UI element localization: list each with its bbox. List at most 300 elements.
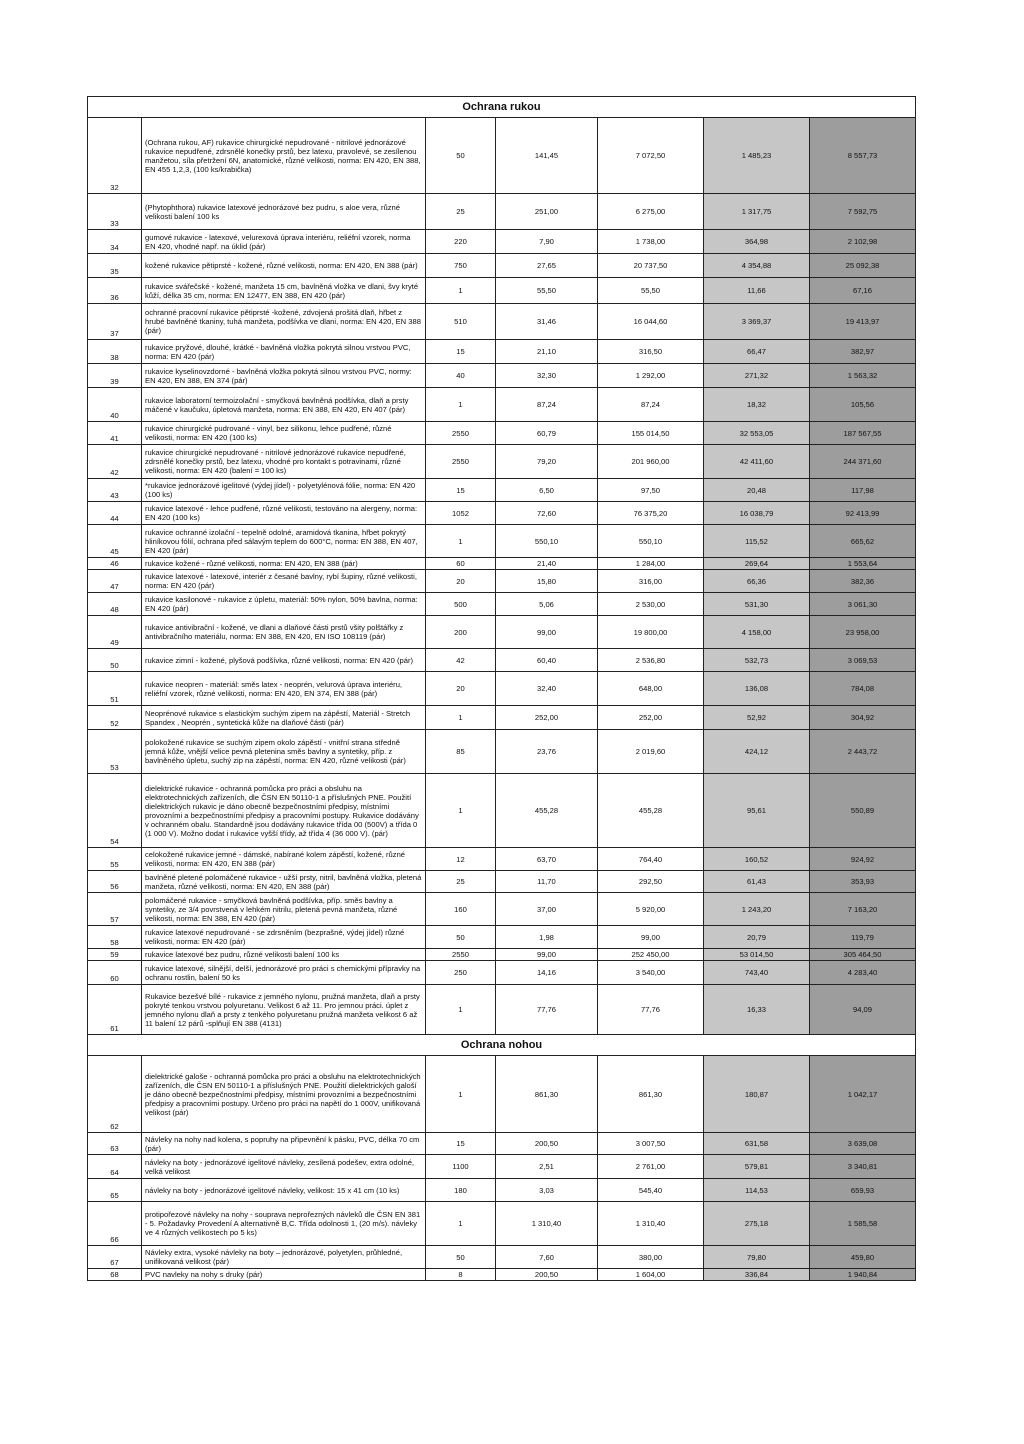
unit-price: 14,16 bbox=[496, 961, 598, 985]
item-quantity: 2550 bbox=[426, 422, 496, 445]
item-number: 57 bbox=[88, 893, 142, 926]
total-price: 99,00 bbox=[598, 926, 704, 949]
vat-amount: 1 485,23 bbox=[704, 118, 810, 194]
section-title: Ochrana rukou bbox=[88, 97, 916, 118]
vat-amount: 4 158,00 bbox=[704, 616, 810, 649]
item-number: 32 bbox=[88, 118, 142, 194]
gross-price: 1 563,32 bbox=[810, 364, 916, 388]
item-number: 47 bbox=[88, 570, 142, 593]
section-title: Ochrana nohou bbox=[88, 1035, 916, 1056]
unit-price: 455,28 bbox=[496, 774, 598, 848]
unit-price: 60,40 bbox=[496, 649, 598, 672]
item-quantity: 1052 bbox=[426, 502, 496, 525]
unit-price: 550,10 bbox=[496, 525, 598, 558]
total-price: 16 044,60 bbox=[598, 304, 704, 340]
item-number: 41 bbox=[88, 422, 142, 445]
gross-price: 1 553,64 bbox=[810, 558, 916, 570]
item-number: 60 bbox=[88, 961, 142, 985]
item-quantity: 25 bbox=[426, 194, 496, 230]
item-description: PVC navleky na nohy s druky (pár) bbox=[142, 1269, 426, 1281]
price-table bbox=[87, 96, 916, 1281]
item-number: 36 bbox=[88, 278, 142, 304]
item-quantity: 1 bbox=[426, 1202, 496, 1246]
vat-amount: 115,52 bbox=[704, 525, 810, 558]
item-quantity: 20 bbox=[426, 570, 496, 593]
item-quantity: 1 bbox=[426, 985, 496, 1035]
total-price: 77,76 bbox=[598, 985, 704, 1035]
item-quantity: 20 bbox=[426, 672, 496, 706]
gross-price: 665,62 bbox=[810, 525, 916, 558]
table-row bbox=[88, 893, 916, 926]
table-row bbox=[88, 848, 916, 871]
total-price: 201 960,00 bbox=[598, 445, 704, 479]
item-quantity: 15 bbox=[426, 1133, 496, 1155]
unit-price: 861,30 bbox=[496, 1056, 598, 1133]
total-price: 76 375,20 bbox=[598, 502, 704, 525]
unit-price: 27,65 bbox=[496, 254, 598, 278]
table-row bbox=[88, 672, 916, 706]
item-description: rukavice neopren - materiál: směs latex - neoprén, velurová úprava interiéru, reliéfní vzorek, různé velikosti, norma: EN 420, EN 374, EN 388 (pár) bbox=[142, 672, 426, 706]
item-quantity: 1 bbox=[426, 706, 496, 730]
gross-price: 382,97 bbox=[810, 340, 916, 364]
item-number: 37 bbox=[88, 304, 142, 340]
vat-amount: 531,30 bbox=[704, 593, 810, 616]
item-description: ochranné pracovní rukavice pětiprsté -kožené, zdvojená prošitá dlaň, hřbet z hrubé bavlněné tkaniny, tuhá manžeta, podšívka ve dlani, norma: EN 420, EN 388 (pár) bbox=[142, 304, 426, 340]
table-row bbox=[88, 1246, 916, 1269]
table-row bbox=[88, 871, 916, 893]
item-quantity: 220 bbox=[426, 230, 496, 254]
table-row bbox=[88, 558, 916, 570]
item-description: rukavice pryžové, dlouhé, krátké - bavlněná vložka pokrytá silnou vrstvou PVC, norma: EN 420 (pár) bbox=[142, 340, 426, 364]
gross-price: 4 283,40 bbox=[810, 961, 916, 985]
gross-price: 244 371,60 bbox=[810, 445, 916, 479]
total-price: 20 737,50 bbox=[598, 254, 704, 278]
total-price: 2 019,60 bbox=[598, 730, 704, 774]
unit-price: 60,79 bbox=[496, 422, 598, 445]
gross-price: 2 443,72 bbox=[810, 730, 916, 774]
table-row bbox=[88, 278, 916, 304]
table-row bbox=[88, 254, 916, 278]
item-number: 62 bbox=[88, 1056, 142, 1133]
gross-price: 105,56 bbox=[810, 388, 916, 422]
vat-amount: 66,47 bbox=[704, 340, 810, 364]
gross-price: 67,16 bbox=[810, 278, 916, 304]
item-description: rukavice kyselinovzdorné - bavlněná vložka pokrytá silnou vrstvou PVC, normy: EN 420, EN 388, EN 374 (pár) bbox=[142, 364, 426, 388]
total-price: 550,10 bbox=[598, 525, 704, 558]
table-row bbox=[88, 1155, 916, 1179]
item-description: rukavice zimní - kožené, plyšová podšívka, různé velikosti, norma: EN 420 (pár) bbox=[142, 649, 426, 672]
item-quantity: 2550 bbox=[426, 949, 496, 961]
table-row bbox=[88, 230, 916, 254]
unit-price: 251,00 bbox=[496, 194, 598, 230]
table-row bbox=[88, 649, 916, 672]
item-description: (Ochrana rukou, AF) rukavice chirurgické nepudrované - nitrilové jednorázové rukavice nepudřené, zdrsnělé konečky prstů, bez latexu, pravolevé, se zesílenou manžetou, síla přetržení 6N, anatomické, různé velikosti, norma: EN 420, EN 388, EN 455 1,2,3, (100 ks/krabička) bbox=[142, 118, 426, 194]
item-description: rukavice svářečské - kožené, manžeta 15 cm, bavlněná vložka ve dlani, švy kryté kůží, délka 35 cm, norma: EN 12477, EN 388, EN 420 (pár) bbox=[142, 278, 426, 304]
gross-price: 3 069,53 bbox=[810, 649, 916, 672]
item-quantity: 8 bbox=[426, 1269, 496, 1281]
item-quantity: 60 bbox=[426, 558, 496, 570]
unit-price: 7,60 bbox=[496, 1246, 598, 1269]
table-row bbox=[88, 479, 916, 502]
table-row bbox=[88, 774, 916, 848]
total-price: 3 007,50 bbox=[598, 1133, 704, 1155]
vat-amount: 95,61 bbox=[704, 774, 810, 848]
section-header bbox=[88, 1035, 916, 1056]
gross-price: 550,89 bbox=[810, 774, 916, 848]
item-number: 66 bbox=[88, 1202, 142, 1246]
gross-price: 784,08 bbox=[810, 672, 916, 706]
unit-price: 11,70 bbox=[496, 871, 598, 893]
total-price: 7 072,50 bbox=[598, 118, 704, 194]
item-description: polokožené rukavice se suchým zipem okolo zápěstí - vnitřní strana středně jemná kůže, vnější velice pevná pletenina směs bavlny a syntetiky, příp. z bavlněného úpletu, suchý zip na zápěstí, norma: EN 420, různé velikosti (pár) bbox=[142, 730, 426, 774]
total-price: 5 920,00 bbox=[598, 893, 704, 926]
total-price: 252,00 bbox=[598, 706, 704, 730]
item-description: rukavice laboratorní termoizolační - smyčková bavlněná podšívka, dlaň a prsty máčené v kaučuku, úpletová manžeta, norma: EN 388, EN 420, EN 407 (pár) bbox=[142, 388, 426, 422]
item-description: návleky na boty - jednorázové igelitové návleky, velikost: 15 x 41 cm (10 ks) bbox=[142, 1179, 426, 1202]
item-description: dielektrické galoše - ochranná pomůcka pro práci a obsluhu na elektrotechnických zařízeních, dle ČSN EN 50110-1 a příslušných PNE. Použití dielektrických galoší je dáno obecně bezpečnostními předpisy, místními provozními a bezpečnostními předpisy a pracovními postupy. Určeno pro práci na napětí do 1 000V, unifikovaná velikost (pár) bbox=[142, 1056, 426, 1133]
vat-amount: 1 243,20 bbox=[704, 893, 810, 926]
vat-amount: 20,48 bbox=[704, 479, 810, 502]
vat-amount: 1 317,75 bbox=[704, 194, 810, 230]
total-price: 316,00 bbox=[598, 570, 704, 593]
vat-amount: 11,66 bbox=[704, 278, 810, 304]
table-row bbox=[88, 525, 916, 558]
table-row bbox=[88, 949, 916, 961]
total-price: 648,00 bbox=[598, 672, 704, 706]
unit-price: 63,70 bbox=[496, 848, 598, 871]
table-row bbox=[88, 1133, 916, 1155]
item-description: rukavice latexové nepudrované - se zdrsněním (bezprašné, výdej jídel) různé velikosti, norma: EN 420 (pár) bbox=[142, 926, 426, 949]
item-quantity: 1 bbox=[426, 525, 496, 558]
item-number: 63 bbox=[88, 1133, 142, 1155]
unit-price: 200,50 bbox=[496, 1133, 598, 1155]
unit-price: 32,30 bbox=[496, 364, 598, 388]
gross-price: 2 102,98 bbox=[810, 230, 916, 254]
item-number: 54 bbox=[88, 774, 142, 848]
unit-price: 31,46 bbox=[496, 304, 598, 340]
table-row bbox=[88, 1269, 916, 1281]
table-row bbox=[88, 118, 916, 194]
gross-price: 25 092,38 bbox=[810, 254, 916, 278]
table-row bbox=[88, 706, 916, 730]
item-quantity: 25 bbox=[426, 871, 496, 893]
unit-price: 1 310,40 bbox=[496, 1202, 598, 1246]
item-number: 59 bbox=[88, 949, 142, 961]
total-price: 1 738,00 bbox=[598, 230, 704, 254]
item-quantity: 250 bbox=[426, 961, 496, 985]
vat-amount: 532,73 bbox=[704, 649, 810, 672]
gross-price: 92 413,99 bbox=[810, 502, 916, 525]
item-number: 45 bbox=[88, 525, 142, 558]
item-quantity: 180 bbox=[426, 1179, 496, 1202]
item-quantity: 85 bbox=[426, 730, 496, 774]
gross-price: 1 042,17 bbox=[810, 1056, 916, 1133]
item-description: polomáčené rukavice - smyčková bavlněná podšívka, příp. směs bavlny a syntetiky, ze 3/4 povrstvená v lehkém nitrilu, pletená pevná manžeta, různé velikosti, norma: EN 388, EN 420 (pár) bbox=[142, 893, 426, 926]
vat-amount: 114,53 bbox=[704, 1179, 810, 1202]
total-price: 316,50 bbox=[598, 340, 704, 364]
total-price: 2 530,00 bbox=[598, 593, 704, 616]
unit-price: 15,80 bbox=[496, 570, 598, 593]
item-description: rukavice antivibrační - kožené, ve dlani a dlaňové části prstů všity polštářky z antivibračního materiálu, norma: EN 388, EN 420, EN ISO 108119 (pár) bbox=[142, 616, 426, 649]
unit-price: 79,20 bbox=[496, 445, 598, 479]
gross-price: 3 061,30 bbox=[810, 593, 916, 616]
total-price: 2 761,00 bbox=[598, 1155, 704, 1179]
table-row bbox=[88, 502, 916, 525]
total-price: 292,50 bbox=[598, 871, 704, 893]
total-price: 1 604,00 bbox=[598, 1269, 704, 1281]
unit-price: 32,40 bbox=[496, 672, 598, 706]
total-price: 861,30 bbox=[598, 1056, 704, 1133]
item-description: dielektrické rukavice - ochranná pomůcka pro práci a obsluhu na elektrotechnických zařízeních, dle ČSN EN 50110-1 a příslušných PNE. Použití dielektrických rukavic je dáno obecně bezpečnostními předpisy, místními provozními a bezpečnostními předpisy a pracovními postupy. Rukavice dodávány v ochranném obalu. Standardně jsou dodávány rukavice třída 00 (500V) a třída 0 (1 000 V). Možno dodat i rukavice vyšší třídy, až třída 4 (36 000 V). (pár) bbox=[142, 774, 426, 848]
table-row bbox=[88, 304, 916, 340]
section-header bbox=[88, 97, 916, 118]
gross-price: 7 163,20 bbox=[810, 893, 916, 926]
item-number: 64 bbox=[88, 1155, 142, 1179]
item-description: (Phytophthora) rukavice latexové jednorázové bez pudru, s aloe vera, různé velikosti balení 100 ks bbox=[142, 194, 426, 230]
gross-price: 659,93 bbox=[810, 1179, 916, 1202]
item-description: Návleky na nohy nad kolena, s popruhy na připevnění k pásku, PVC, délka 70 cm (pár) bbox=[142, 1133, 426, 1155]
unit-price: 72,60 bbox=[496, 502, 598, 525]
vat-amount: 136,08 bbox=[704, 672, 810, 706]
item-quantity: 1 bbox=[426, 774, 496, 848]
unit-price: 21,10 bbox=[496, 340, 598, 364]
vat-amount: 16,33 bbox=[704, 985, 810, 1035]
item-number: 56 bbox=[88, 871, 142, 893]
unit-price: 6,50 bbox=[496, 479, 598, 502]
item-quantity: 15 bbox=[426, 479, 496, 502]
total-price: 455,28 bbox=[598, 774, 704, 848]
item-number: 52 bbox=[88, 706, 142, 730]
item-description: *rukavice jednorázové igelitové (výdej jídel) - polyetylénová fólie, norma: EN 420 (100 ks) bbox=[142, 479, 426, 502]
gross-price: 1 940,84 bbox=[810, 1269, 916, 1281]
item-description: rukavice latexové bez pudru, různé velikosti balení 100 ks bbox=[142, 949, 426, 961]
gross-price: 187 567,55 bbox=[810, 422, 916, 445]
item-description: Neoprénové rukavice s elastickým suchým zipem na zápěstí, Materiál - Stretch Spandex , Neoprén , syntetická kůže na dlaňové části (pár) bbox=[142, 706, 426, 730]
vat-amount: 160,52 bbox=[704, 848, 810, 871]
gross-price: 353,93 bbox=[810, 871, 916, 893]
total-price: 252 450,00 bbox=[598, 949, 704, 961]
total-price: 764,40 bbox=[598, 848, 704, 871]
item-quantity: 50 bbox=[426, 118, 496, 194]
gross-price: 459,80 bbox=[810, 1246, 916, 1269]
table-row bbox=[88, 1179, 916, 1202]
table-row bbox=[88, 570, 916, 593]
item-quantity: 40 bbox=[426, 364, 496, 388]
vat-amount: 364,98 bbox=[704, 230, 810, 254]
total-price: 545,40 bbox=[598, 1179, 704, 1202]
gross-price: 23 958,00 bbox=[810, 616, 916, 649]
item-description: rukavice latexové, silnější, delší, jednorázové pro práci s chemickými přípravky na ochranu rostlin, balení 50 ks bbox=[142, 961, 426, 985]
item-description: Rukavice bezešvé bílé - rukavice z jemného nylonu, pružná manžeta, dlaň a prsty pokryté tenkou vrstvou polyuretanu. Velikost 6 až 11. Pro jemnou práci. úplet z jemného nylonu dlaň a prsty z tenkého polyuretanu pružná manžeta velikost 6 až 11 balení 12 párů -splňují EN 388 (4131) bbox=[142, 985, 426, 1035]
item-quantity: 750 bbox=[426, 254, 496, 278]
table-row bbox=[88, 194, 916, 230]
gross-price: 7 592,75 bbox=[810, 194, 916, 230]
item-number: 49 bbox=[88, 616, 142, 649]
item-number: 46 bbox=[88, 558, 142, 570]
vat-amount: 743,40 bbox=[704, 961, 810, 985]
gross-price: 117,98 bbox=[810, 479, 916, 502]
item-description: návleky na boty - jednorázové igelitové návleky, zesílená podešev, extra odolné, velká velikost bbox=[142, 1155, 426, 1179]
item-description: rukavice chirurgické pudrované - vinyl, bez silikonu, lehce pudřené, různé velikosti, norma: EN 420 (100 ks) bbox=[142, 422, 426, 445]
unit-price: 5,06 bbox=[496, 593, 598, 616]
unit-price: 87,24 bbox=[496, 388, 598, 422]
gross-price: 3 639,08 bbox=[810, 1133, 916, 1155]
vat-amount: 53 014,50 bbox=[704, 949, 810, 961]
item-number: 44 bbox=[88, 502, 142, 525]
item-number: 68 bbox=[88, 1269, 142, 1281]
item-quantity: 50 bbox=[426, 926, 496, 949]
item-number: 38 bbox=[88, 340, 142, 364]
unit-price: 7,90 bbox=[496, 230, 598, 254]
item-description: rukavice kožené - různé velikosti, norma: EN 420, EN 388 (pár) bbox=[142, 558, 426, 570]
vat-amount: 4 354,88 bbox=[704, 254, 810, 278]
item-number: 40 bbox=[88, 388, 142, 422]
vat-amount: 61,43 bbox=[704, 871, 810, 893]
item-description: rukavice chirurgické nepudrované - nitrilové jednorázové rukavice nepudřené, zdrsnělé konečky prstů, bez latexu, vhodné pro kontakt s potravinami, různé velikosti, norma: EN 420 (balení = 100 ks) bbox=[142, 445, 426, 479]
vat-amount: 20,79 bbox=[704, 926, 810, 949]
total-price: 87,24 bbox=[598, 388, 704, 422]
item-quantity: 160 bbox=[426, 893, 496, 926]
item-number: 50 bbox=[88, 649, 142, 672]
gross-price: 924,92 bbox=[810, 848, 916, 871]
vat-amount: 52,92 bbox=[704, 706, 810, 730]
table-row bbox=[88, 926, 916, 949]
table-row bbox=[88, 340, 916, 364]
vat-amount: 579,81 bbox=[704, 1155, 810, 1179]
gross-price: 305 464,50 bbox=[810, 949, 916, 961]
item-quantity: 1 bbox=[426, 278, 496, 304]
total-price: 2 536,80 bbox=[598, 649, 704, 672]
item-quantity: 200 bbox=[426, 616, 496, 649]
gross-price: 304,92 bbox=[810, 706, 916, 730]
gross-price: 19 413,97 bbox=[810, 304, 916, 340]
unit-price: 200,50 bbox=[496, 1269, 598, 1281]
gross-price: 8 557,73 bbox=[810, 118, 916, 194]
item-number: 35 bbox=[88, 254, 142, 278]
gross-price: 382,36 bbox=[810, 570, 916, 593]
total-price: 6 275,00 bbox=[598, 194, 704, 230]
unit-price: 37,00 bbox=[496, 893, 598, 926]
table-row bbox=[88, 616, 916, 649]
table-row bbox=[88, 1056, 916, 1133]
vat-amount: 32 553,05 bbox=[704, 422, 810, 445]
unit-price: 55,50 bbox=[496, 278, 598, 304]
vat-amount: 269,64 bbox=[704, 558, 810, 570]
table-row bbox=[88, 985, 916, 1035]
item-quantity: 500 bbox=[426, 593, 496, 616]
table-row bbox=[88, 961, 916, 985]
total-price: 3 540,00 bbox=[598, 961, 704, 985]
item-quantity: 1100 bbox=[426, 1155, 496, 1179]
table-row bbox=[88, 364, 916, 388]
unit-price: 141,45 bbox=[496, 118, 598, 194]
vat-amount: 336,84 bbox=[704, 1269, 810, 1281]
total-price: 1 292,00 bbox=[598, 364, 704, 388]
item-description: rukavice kasilonové - rukavice z úpletu, materiál: 50% nylon, 50% bavlna, norma: EN 420 (pár) bbox=[142, 593, 426, 616]
table-row bbox=[88, 1202, 916, 1246]
unit-price: 21,40 bbox=[496, 558, 598, 570]
table-row bbox=[88, 593, 916, 616]
item-quantity: 15 bbox=[426, 340, 496, 364]
gross-price: 1 585,58 bbox=[810, 1202, 916, 1246]
unit-price: 252,00 bbox=[496, 706, 598, 730]
vat-amount: 631,58 bbox=[704, 1133, 810, 1155]
vat-amount: 271,32 bbox=[704, 364, 810, 388]
unit-price: 2,51 bbox=[496, 1155, 598, 1179]
item-quantity: 1 bbox=[426, 1056, 496, 1133]
item-description: kožené rukavice pětiprsté - kožené, různé velikosti, norma: EN 420, EN 388 (pár) bbox=[142, 254, 426, 278]
unit-price: 99,00 bbox=[496, 616, 598, 649]
item-description: rukavice ochranné izolační - tepelně odolné, aramidová tkanina, hřbet pokrytý hliníkovou fólií, ochrana před sálavým teplem do 600°C, norma: EN 388, EN 407, EN 420 (pár) bbox=[142, 525, 426, 558]
item-quantity: 2550 bbox=[426, 445, 496, 479]
total-price: 19 800,00 bbox=[598, 616, 704, 649]
item-number: 51 bbox=[88, 672, 142, 706]
item-description: rukavice latexové - latexové, interiér z česané bavlny, rybí šupiny, různé velikosti, norma: EN 420 (pár) bbox=[142, 570, 426, 593]
item-number: 65 bbox=[88, 1179, 142, 1202]
item-quantity: 1 bbox=[426, 388, 496, 422]
table-row bbox=[88, 730, 916, 774]
item-description: celokožené rukavice jemné - dámské, nabírané kolem zápěstí, kožené, různé velikosti, norma: EN 420, EN 388 (pár) bbox=[142, 848, 426, 871]
item-description: bavlněné pletené polomáčené rukavice - užší prsty, nitril, bavlněná vložka, pletená manžeta, různé velikosti, norma: EN 420, EN 388 (pár) bbox=[142, 871, 426, 893]
item-quantity: 510 bbox=[426, 304, 496, 340]
total-price: 155 014,50 bbox=[598, 422, 704, 445]
vat-amount: 424,12 bbox=[704, 730, 810, 774]
vat-amount: 180,87 bbox=[704, 1056, 810, 1133]
unit-price: 3,03 bbox=[496, 1179, 598, 1202]
vat-amount: 79,80 bbox=[704, 1246, 810, 1269]
item-number: 58 bbox=[88, 926, 142, 949]
item-number: 53 bbox=[88, 730, 142, 774]
vat-amount: 66,36 bbox=[704, 570, 810, 593]
total-price: 380,00 bbox=[598, 1246, 704, 1269]
item-number: 42 bbox=[88, 445, 142, 479]
vat-amount: 18,32 bbox=[704, 388, 810, 422]
item-number: 55 bbox=[88, 848, 142, 871]
item-quantity: 42 bbox=[426, 649, 496, 672]
table-row bbox=[88, 445, 916, 479]
item-number: 43 bbox=[88, 479, 142, 502]
item-quantity: 12 bbox=[426, 848, 496, 871]
item-description: Návleky extra, vysoké návleky na boty – jednorázové, polyetylen, průhledné, unifikovaná velikost (pár) bbox=[142, 1246, 426, 1269]
item-number: 34 bbox=[88, 230, 142, 254]
item-description: protipořezové návleky na nohy - souprava neprořezných návleků dle ČSN EN 381 - 5. Požadavky Provedení A alternativně B,C. Třída odolnosti 1, (20 m/s). návleky ve 4 různých velikostech po 5 ks) bbox=[142, 1202, 426, 1246]
total-price: 1 284,00 bbox=[598, 558, 704, 570]
table-row bbox=[88, 422, 916, 445]
item-description: rukavice latexové - lehce pudřené, různé velikosti, testováno na alergeny, norma: EN 420 (100 ks) bbox=[142, 502, 426, 525]
vat-amount: 3 369,37 bbox=[704, 304, 810, 340]
unit-price: 99,00 bbox=[496, 949, 598, 961]
item-number: 48 bbox=[88, 593, 142, 616]
unit-price: 23,76 bbox=[496, 730, 598, 774]
table-row bbox=[88, 388, 916, 422]
total-price: 97,50 bbox=[598, 479, 704, 502]
vat-amount: 275,18 bbox=[704, 1202, 810, 1246]
item-quantity: 50 bbox=[426, 1246, 496, 1269]
gross-price: 94,09 bbox=[810, 985, 916, 1035]
unit-price: 77,76 bbox=[496, 985, 598, 1035]
gross-price: 119,79 bbox=[810, 926, 916, 949]
gross-price: 3 340,81 bbox=[810, 1155, 916, 1179]
unit-price: 1,98 bbox=[496, 926, 598, 949]
item-number: 39 bbox=[88, 364, 142, 388]
total-price: 55,50 bbox=[598, 278, 704, 304]
item-number: 61 bbox=[88, 985, 142, 1035]
item-number: 33 bbox=[88, 194, 142, 230]
item-description: gumové rukavice - latexové, velurexová úprava interiéru, reliéfní vzorek, norma EN 420, vhodné např. na úklid (pár) bbox=[142, 230, 426, 254]
item-number: 67 bbox=[88, 1246, 142, 1269]
vat-amount: 16 038,79 bbox=[704, 502, 810, 525]
total-price: 1 310,40 bbox=[598, 1202, 704, 1246]
